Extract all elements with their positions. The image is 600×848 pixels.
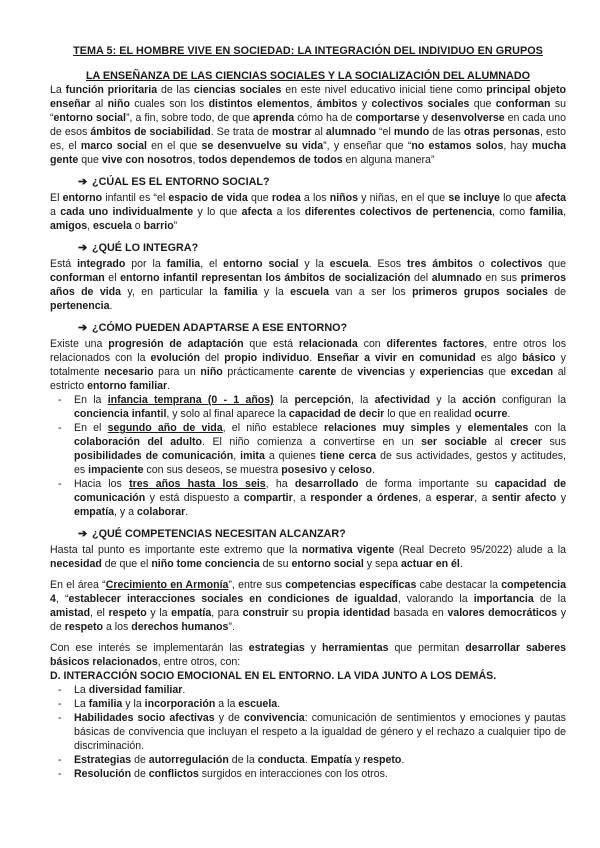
competencias-paragraph-3: Con ese interés se implementarán las estrategias y herramientas que permitan desarrollar saberes básicos relacionados, entre otros, con: xyxy=(50,642,566,668)
list-item xyxy=(58,393,566,421)
dash-bullet: - xyxy=(58,478,62,490)
dash-bullet: - xyxy=(58,712,62,724)
competencias-paragraph-2: En el área “Crecimiento en Armonía”, entre sus competencias específicas cabe destacar la competencia 4, “establecer interacciones sociales en condiciones de igualdad, valorando la importancia de la amistad, el respeto y la empatía, para construir su propia identidad basada en valores democráticos y de respeto a los derechos humanos”. xyxy=(50,579,566,633)
document-title: TEMA 5: EL HOMBRE VIVE EN SOCIEDAD: LA INTEGRACIÓN DEL INDIVIDUO EN GRUPOS xyxy=(73,45,543,57)
heading-adaptarse-text: ¿CÓMO PUEDEN ADAPTARSE A ESE ENTORNO? xyxy=(92,322,348,334)
arrow-icon: ➔ xyxy=(78,528,88,540)
list-item xyxy=(58,767,566,781)
integra-paragraph: Está integrado por la familia, el entorno social y la escuela. Esos tres ámbitos o colectivos que conforman el entorno infantil representan los ámbitos de socialización del alumnado en sus primeros años de vida y, en particular la familia y la escuela van a ser los primeros grupos sociales de pertenencia. xyxy=(50,258,566,312)
intro-paragraph: La función prioritaria de las ciencias sociales en este nivel educativo inicial tiene como principal objeto enseñar al niño cuales son los distintos elementos, ámbitos y colectivos sociales que conforman su “entorno social”, a fin, sobre todo, de que aprenda cómo ha de comportarse y desenvolverse en cada uno de esos ámbitos de sociabilidad. Se trata de mostrar al alumnado “el mundo de las otras personas, esto es, el marco social en el que se desenvuelve su vida”, y enseñar que “no estamos solos, hay mucha gente que vive con nosotros, todos dependemos de todos en alguna manera” xyxy=(50,84,567,166)
list-item-text: Hacia los tres años hasta los seis, ha desarrollado de forma importante su capacidad de comunicación y está dispuesto a compartir, a responder a órdenes, a esperar, a sentir afecto y empatía, y a colaborar. xyxy=(74,478,566,518)
heading-integra-text: ¿QUÉ LO INTEGRA? xyxy=(92,242,199,254)
heading-competencias-text: ¿QUÉ COMPETENCIAS NECESITAN ALCANZAR? xyxy=(92,528,346,540)
list-item xyxy=(58,683,566,697)
list-item-text: Estrategias de autorregulación de la conducta. Empatía y respeto. xyxy=(74,754,405,766)
document-page xyxy=(50,44,566,781)
arrow-icon: ➔ xyxy=(78,322,88,334)
list-item xyxy=(58,697,566,711)
list-item-text: La diversidad familiar. xyxy=(74,684,186,696)
arrow-icon: ➔ xyxy=(78,242,88,254)
heading-adaptarse xyxy=(78,321,566,335)
adaptarse-paragraph: Existe una progresión de adaptación que está relacionada con diferentes factores, entre otros los relacionados con la evolución del propio individuo. Enseñar a vivir en comunidad es algo básico y totalmente necesario para un niño prácticamente carente de vivencias y experiencias que excedan al estricto entorno familiar. xyxy=(50,338,567,392)
dash-bullet: - xyxy=(58,394,62,406)
list-item-text: En la infancia temprana (0 - 1 años) la percepción, la afectividad y la acción configuran la conciencia infantil, y solo al final aparece la capacidad de decir lo que en realidad ocurre. xyxy=(74,394,567,420)
dash-bullet: - xyxy=(58,684,62,696)
heading-integra xyxy=(78,241,566,255)
dash-bullet: - xyxy=(58,422,62,434)
arrow-icon: ➔ xyxy=(78,176,88,188)
heading-competencias xyxy=(78,527,566,541)
saberes-heading: D. INTERACCIÓN SOCIO EMOCIONAL EN EL ENTORNO. LA VIDA JUNTO A LOS DEMÁS. xyxy=(50,670,497,682)
list-item xyxy=(58,477,566,519)
list-item xyxy=(58,421,566,477)
list-item xyxy=(58,711,566,753)
list-item-text: Habilidades socio afectivas y de convivencia: comunicación de sentimientos y emociones y pautas básicas de convivencia que incluyan el respeto a la igualdad de género y el rechazo a cualquier tipo de discriminación. xyxy=(74,712,566,752)
dash-bullet: - xyxy=(58,768,62,780)
dash-bullet: - xyxy=(58,754,62,766)
heading-entorno xyxy=(78,175,566,189)
dash-bullet: - xyxy=(58,698,62,710)
competencias-paragraph-1: Hasta tal punto es importante este extremo que la normativa vigente (Real Decreto 95/2022) alude a la necesidad de que el niño tome conciencia de su entorno social y sepa actuar en él. xyxy=(50,544,566,570)
heading-entorno-text: ¿CÚAL ES EL ENTORNO SOCIAL? xyxy=(92,176,270,188)
saberes-list xyxy=(50,683,566,781)
adaptarse-list xyxy=(50,393,566,519)
list-item-text: En el segundo año de vida, el niño establece relaciones muy simples y elementales con la colaboración del adulto. El niño comienza a convertirse en un ser sociable al crecer sus posibilidades de comunicación, imita a quienes tiene cerca de sus actividades, gestos y actitudes, es impaciente con sus deseos, se muestra posesivo y celoso. xyxy=(74,422,567,476)
list-item xyxy=(58,753,566,767)
section-subtitle: LA ENSEÑANZA DE LAS CIENCIAS SOCIALES Y LA SOCIALIZACIÓN DEL ALUMNADO xyxy=(85,70,531,82)
entorno-paragraph: El entorno infantil es “el espacio de vida que rodea a los niños y niñas, en el que se incluye lo que afecta a cada uno individualmente y lo que afecta a los diferentes colectivos de pertenencia, como familia, amigos, escuela o barrio” xyxy=(50,192,567,232)
list-item-text: Resolución de conflictos surgidos en interacciones con los otros. xyxy=(74,768,388,780)
list-item-text: La familia y la incorporación a la escuela. xyxy=(74,698,281,710)
